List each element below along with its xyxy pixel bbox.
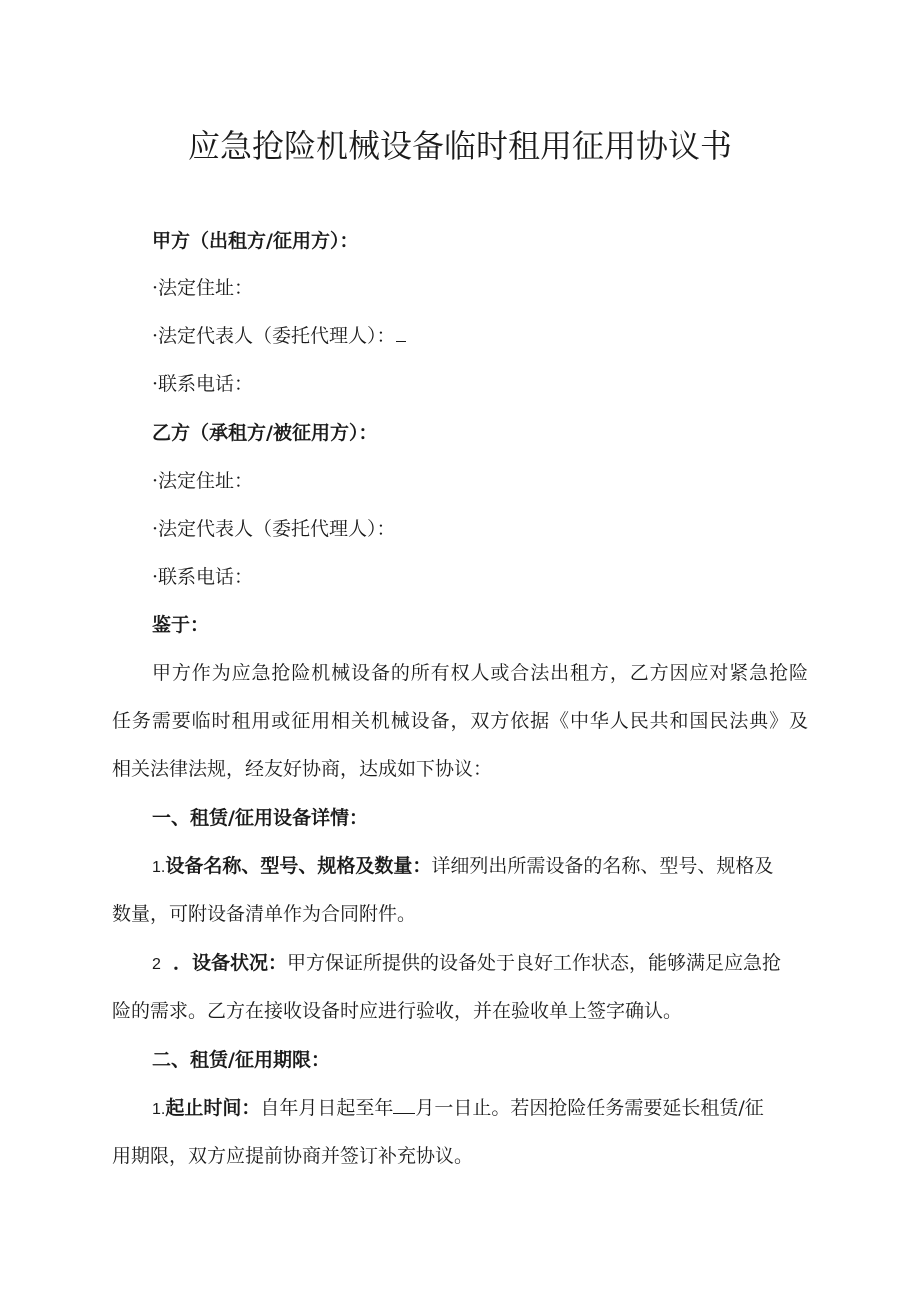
section-2-item-1-line-2: 用期限，双方应提前协商并签订补充协议。 xyxy=(112,1145,474,1167)
whereas-line-1: 甲方作为应急抢险机械设备的所有权人或合法出租方，乙方因应对紧急抢险 xyxy=(152,662,808,684)
section-1-item-1-line-2: 数量，可附设备清单作为合同附件。 xyxy=(112,903,417,925)
party-a-address: ·法定住址： xyxy=(152,277,254,299)
section-2-item-1-line-1 xyxy=(152,1093,808,1125)
section-2-heading: 二、租赁/征用期限： xyxy=(152,1049,330,1071)
section-1-item-2-line-1 xyxy=(152,948,808,980)
party-a-representative-blank xyxy=(396,321,406,342)
party-b-representative: ·法定代表人（委托代理人）： xyxy=(152,518,396,540)
party-b-phone: ·联系电话： xyxy=(152,566,254,588)
document-title: 应急抢险机械设备临时租用征用协议书 xyxy=(187,127,732,165)
party-b-heading: 乙方（承租方/被征用方）： xyxy=(152,422,378,444)
section-1-item-2-line-2: 险的需求。乙方在接收设备时应进行验收，并在验收单上签字确认。 xyxy=(112,1000,683,1022)
section-2-item-1-blank xyxy=(393,1093,415,1114)
whereas-line-2: 任务需要临时租用或征用相关机械设备，双方依据《中华人民共和国民法典》及 xyxy=(112,710,808,732)
party-a-heading: 甲方（出租方/征用方）： xyxy=(152,230,359,252)
section-1-item-2-text: 甲方保证所提供的设备处于良好工作状态，能够满足应急抢 xyxy=(287,952,782,974)
section-1-item-2-number: 2 xyxy=(152,956,161,973)
section-1-item-1-number: 1. xyxy=(152,859,166,876)
party-a-phone: ·联系电话： xyxy=(152,373,254,395)
party-b-address: ·法定住址： xyxy=(152,470,254,492)
section-1-item-1-line-1 xyxy=(152,851,808,883)
party-a-representative: ·法定代表人（委托代理人）： xyxy=(152,325,396,347)
section-2-item-1-number: 1. xyxy=(152,1101,166,1118)
section-1-heading: 一、租赁/征用设备详情： xyxy=(152,807,368,829)
section-2-item-1-text-b: 月一日止。若因抢险任务需要延长租赁/征 xyxy=(415,1097,764,1119)
party-a-representative-line xyxy=(152,321,852,351)
section-1-item-2-label: ．设备状况： xyxy=(173,952,288,974)
whereas-heading: 鉴于： xyxy=(152,614,210,636)
section-1-item-1-text: 详细列出所需设备的名称、型号、规格及 xyxy=(431,855,774,877)
section-2-item-1-label: 起止时间： xyxy=(165,1097,261,1119)
whereas-line-3: 相关法律法规，经友好协商，达成如下协议： xyxy=(112,758,493,780)
section-1-item-1-label: 设备名称、型号、规格及数量： xyxy=(165,855,432,877)
section-2-item-1-text-a: 自年月日起至年 xyxy=(260,1097,394,1119)
